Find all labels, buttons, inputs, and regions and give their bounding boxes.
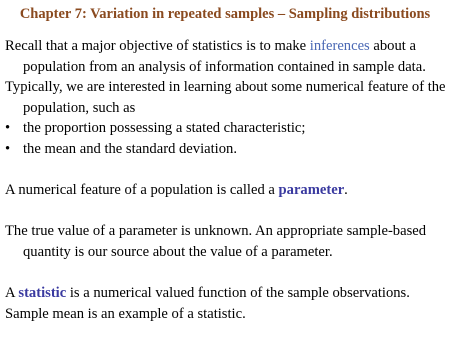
parameter-text-end: . [344,182,348,199]
recall-text-end: about a population from an analysis of information contained in sample data. [23,38,426,75]
bullet-item-mean [5,139,447,160]
spacer [5,263,447,284]
spacer [5,160,447,181]
bullet-item-proportion [5,118,447,139]
statistic-text-end: is a numerical valued function of the sample observations. [66,285,410,302]
paragraph-recall [5,36,447,77]
bullet-label: the mean and the standard deviation. [23,140,237,157]
paragraph-typically: Typically, we are interested in learning about some numerical feature of the population, such as [5,79,446,116]
bullet-icon: • [5,140,11,157]
parameter-text-start: A numerical feature of a population is called a [5,182,279,199]
paragraph-statistic [5,283,447,304]
spacer [5,201,447,222]
keyword-statistic: statistic [18,285,67,302]
paragraph-true-value: The true value of a parameter is unknown. An appropriate sample-based quantity is our source about the value of a parameter. [5,223,427,260]
recall-text-start: Recall that a major objective of statistics is to make [5,38,310,54]
slide-body [5,36,447,324]
keyword-parameter: parameter [278,182,345,199]
paragraph-parameter [5,180,447,201]
slide-title: Chapter 7: Variation in repeated samples – Sampling distributions [19,6,431,22]
statistic-text-start: A [5,285,19,302]
keyword-inferences: inferences [309,38,370,54]
paragraph-sample-mean: Sample mean is an example of a statistic. [5,305,246,322]
bullet-icon: • [5,120,11,137]
bullet-label: the proportion possessing a stated characteristic; [23,120,306,137]
